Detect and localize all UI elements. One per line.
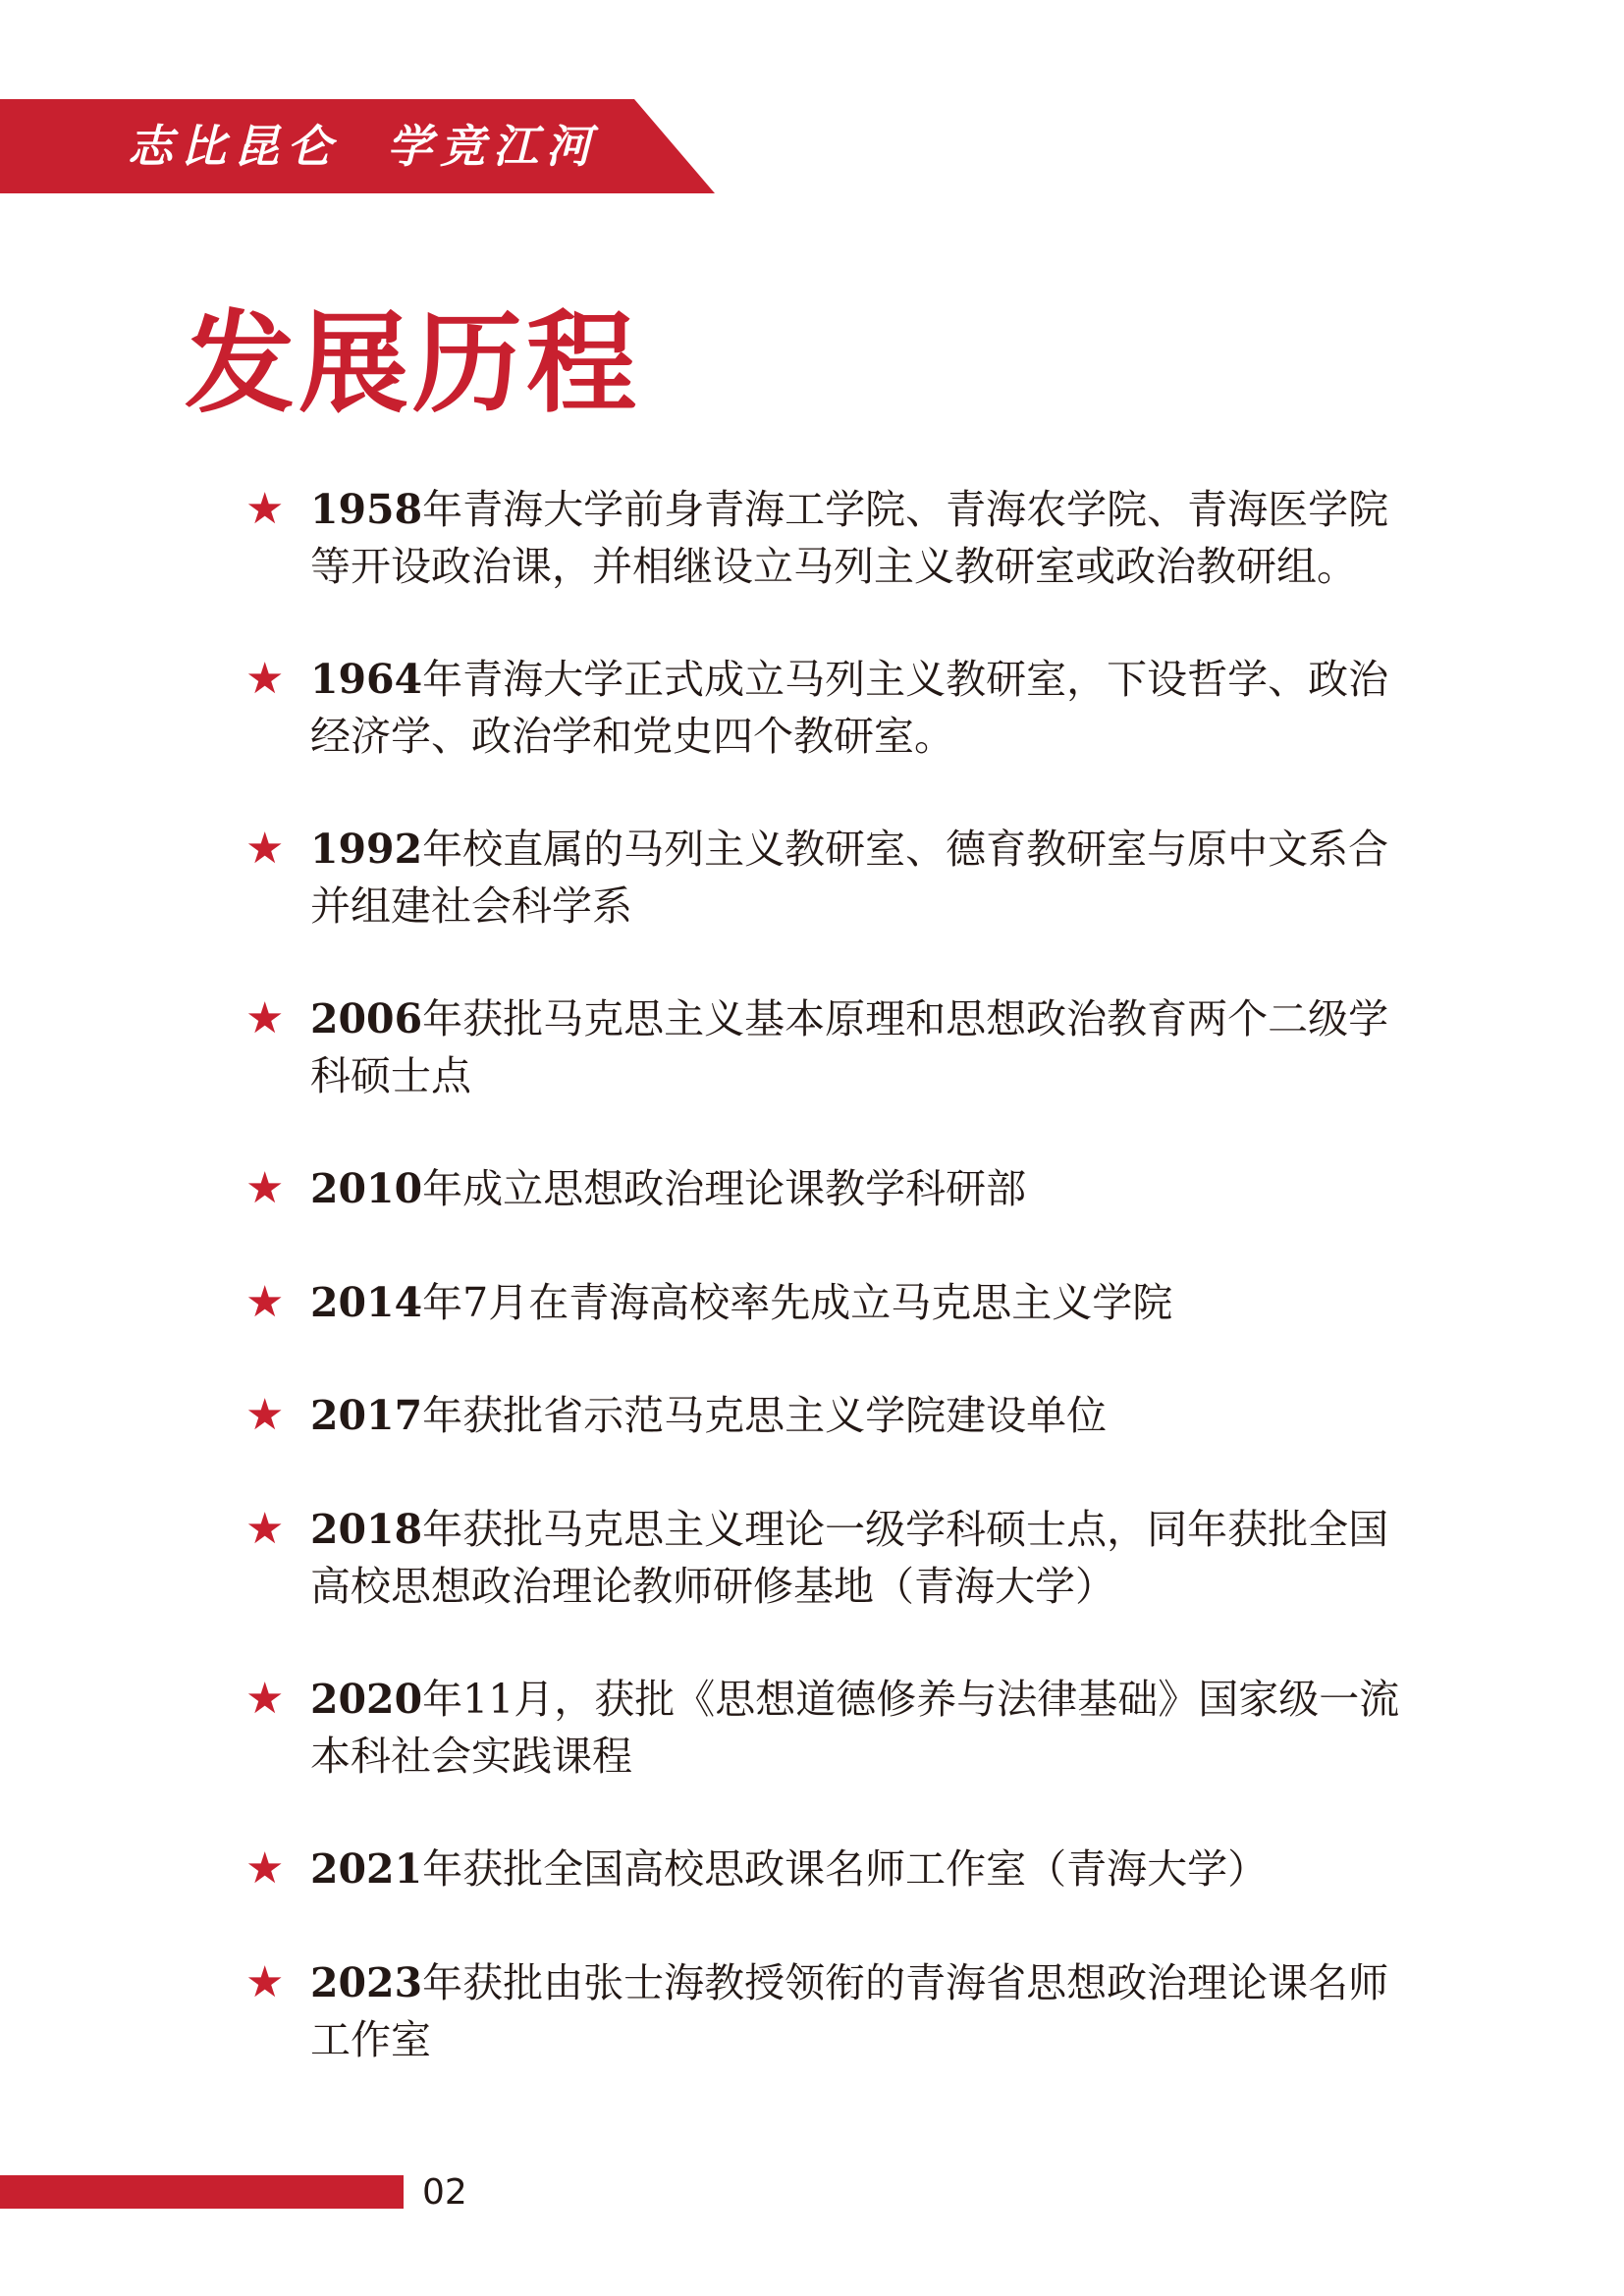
timeline-description: 年获批由张士海教授领衔的青海省思想政治理论课名师工作室	[310, 1959, 1389, 2063]
timeline-year: 2010	[310, 1165, 423, 1212]
timeline-year: 2021	[310, 1845, 423, 1893]
timeline-item-text	[310, 651, 1424, 765]
timeline-year: 1992	[310, 826, 423, 873]
timeline-description: 年获批马克思主义理论一级学科硕士点，同年获批全国高校思想政治理论教师研修基地（青海大学）	[310, 1506, 1389, 1610]
star-icon: ★	[245, 1390, 285, 1440]
star-icon: ★	[245, 1957, 285, 2007]
timeline-description: 年青海大学正式成立马列主义教研室，下设哲学、政治经济学、政治学和党史四个教研室。	[310, 656, 1389, 760]
timeline-year: 2018	[310, 1506, 423, 1553]
timeline-description: 年获批全国高校思政课名师工作室（青海大学）	[422, 1845, 1269, 1893]
timeline-item-text	[310, 1274, 1424, 1331]
star-icon: ★	[245, 654, 285, 704]
timeline-item-text	[310, 1671, 1424, 1785]
timeline-description: 年7月在青海高校率先成立马克思主义学院	[422, 1279, 1173, 1326]
star-icon: ★	[245, 1163, 285, 1213]
star-icon: ★	[245, 484, 285, 534]
timeline-year: 1964	[310, 656, 423, 703]
header-motto: 志比昆仑 学竞江河	[128, 120, 600, 173]
timeline-item-text	[310, 1387, 1424, 1444]
timeline-year: 2020	[310, 1676, 423, 1723]
timeline-item-text	[310, 821, 1424, 934]
star-icon: ★	[245, 993, 285, 1043]
timeline-item-text	[310, 1954, 1424, 2068]
timeline-year: 2014	[310, 1279, 423, 1326]
timeline-item-text	[310, 1841, 1424, 1897]
star-icon: ★	[245, 824, 285, 874]
timeline-item-text	[310, 1160, 1424, 1217]
timeline-item-text	[310, 481, 1424, 595]
timeline-description: 年获批马克思主义基本原理和思想政治教育两个二级学科硕士点	[310, 995, 1389, 1099]
footer-bar	[0, 2175, 404, 2209]
timeline-year: 2006	[310, 995, 423, 1042]
timeline-description: 年校直属的马列主义教研室、德育教研室与原中文系合并组建社会科学系	[310, 826, 1389, 930]
timeline-year: 2023	[310, 1959, 423, 2006]
page-number: 02	[422, 2172, 467, 2213]
timeline-description: 年成立思想政治理论课教学科研部	[422, 1165, 1027, 1212]
timeline-item-text	[310, 990, 1424, 1104]
timeline-year: 2017	[310, 1392, 423, 1439]
page-title: 发展历程	[185, 300, 640, 428]
timeline-description: 年11月，获批《思想道德修养与法律基础》国家级一流本科社会实践课程	[310, 1676, 1400, 1780]
timeline-item-text	[310, 1501, 1424, 1615]
timeline-description: 年获批省示范马克思主义学院建设单位	[422, 1392, 1108, 1439]
star-icon: ★	[245, 1674, 285, 1724]
star-icon: ★	[245, 1843, 285, 1894]
star-icon: ★	[245, 1277, 285, 1327]
star-icon: ★	[245, 1504, 285, 1554]
timeline-year: 1958	[310, 486, 423, 533]
timeline-description: 年青海大学前身青海工学院、青海农学院、青海医学院等开设政治课，并相继设立马列主义教研室或政治教研组。	[310, 486, 1389, 590]
